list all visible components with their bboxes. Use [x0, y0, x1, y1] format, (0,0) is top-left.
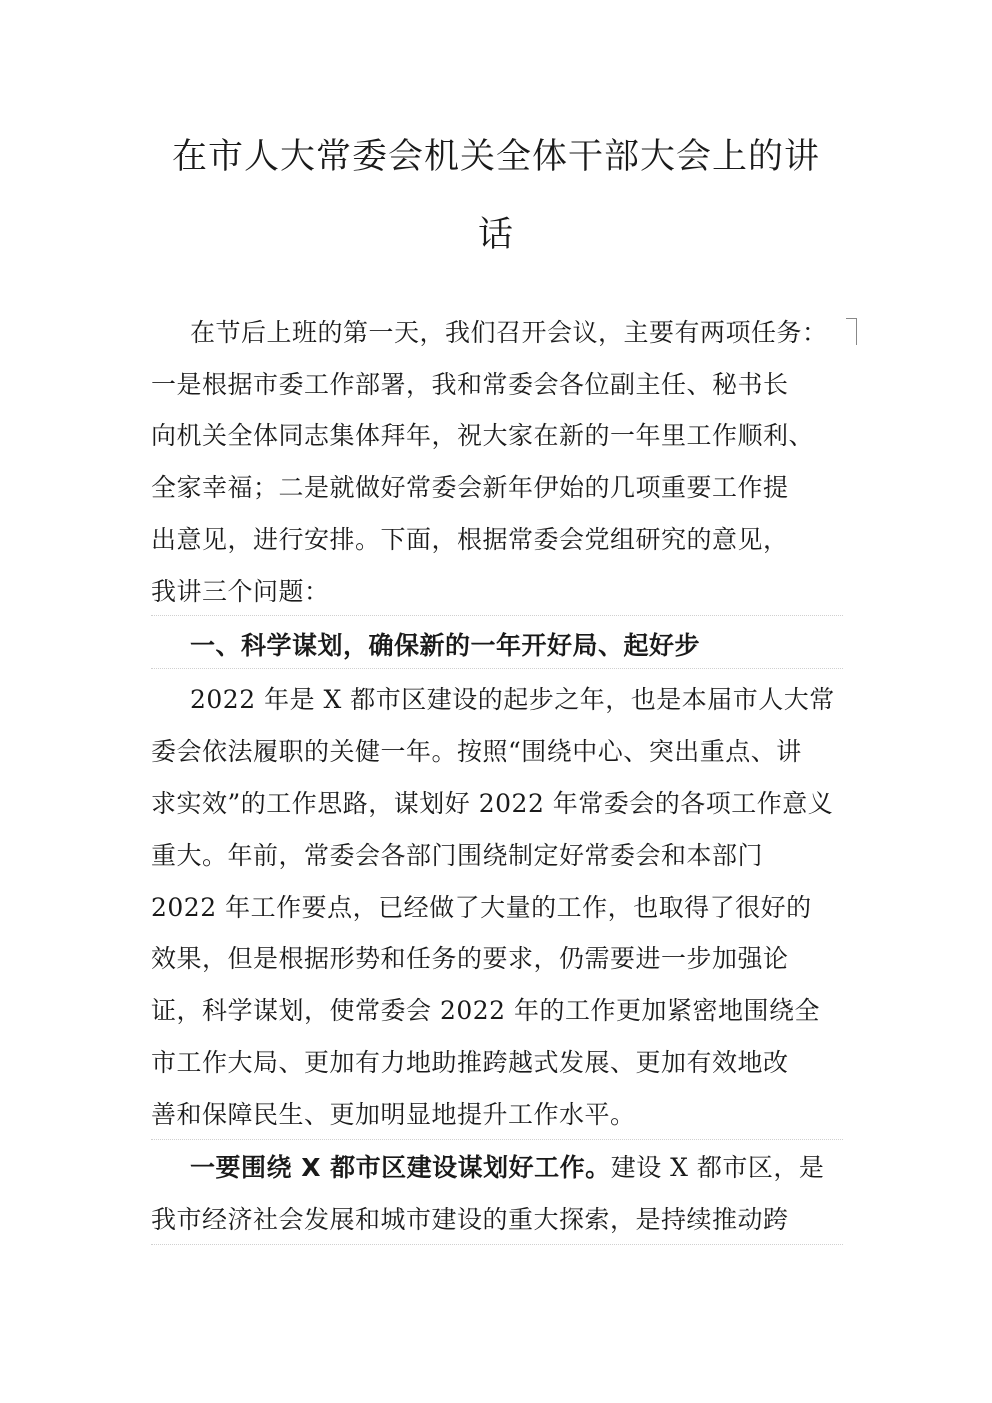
bold-lead-in: 一要围绕 X 都市区建设谋划好工作。 [190, 1153, 611, 1182]
paragraph-line: 向机关全体同志集体拜年，祝大家在新的一年里工作顺利、 [151, 421, 815, 450]
paragraph-text: 建设 X 都市区，是 [610, 1153, 825, 1182]
paragraph-line: 证，科学谋划，使常委会 2022 年的工作更加紧密地围绕全 [151, 996, 821, 1025]
document-title-line-2: 话 [477, 215, 514, 255]
line-separator [151, 1139, 843, 1140]
paragraph-line: 2022 年工作要点，已经做了大量的工作，也取得了很好的 [151, 893, 812, 922]
paragraph-line: 一是根据市委工作部署，我和常委会各位副主任、秘书长 [151, 370, 789, 399]
paragraph-line: 2022 年是 X 都市区建设的起步之年，也是本届市人大常 [190, 685, 835, 714]
document-title-line-1: 在市人大常委会机关全体干部大会上的讲 [171, 137, 820, 177]
paragraph-line: 重大。年前，常委会各部门围绕制定好常委会和本部门 [151, 841, 764, 870]
paragraph-line: 我讲三个问题： [151, 577, 330, 606]
line-separator [151, 668, 843, 669]
paragraph-line [190, 1155, 824, 1180]
paragraph-line: 出意见，进行安排。下面，根据常委会党组研究的意见， [151, 525, 789, 554]
paragraph-line: 全家幸福；二是就做好常委会新年伊始的几项重要工作提 [151, 473, 789, 502]
line-separator [151, 1244, 843, 1245]
paragraph-line: 求实效”的工作思路，谋划好 2022 年常委会的各项工作意义 [151, 789, 834, 818]
paragraph-line: 效果，但是根据形势和任务的要求，仍需要进一步加强论 [151, 944, 789, 973]
paragraph-line: 市工作大局、更加有力地助推跨越式发展、更加有效地改 [151, 1048, 789, 1077]
section-heading: 一、科学谋划，确保新的一年开好局、起好步 [190, 631, 701, 660]
paragraph-mark [846, 318, 857, 345]
paragraph-line: 委会依法履职的关健一年。按照“围绕中心、突出重点、讲 [151, 737, 802, 766]
paragraph-line: 在节后上班的第一天，我们召开会议，主要有两项任务： [190, 318, 828, 347]
paragraph-line: 我市经济社会发展和城市建设的重大探索，是持续推动跨 [151, 1205, 789, 1234]
paragraph-line: 善和保障民生、更加明显地提升工作水平。 [151, 1100, 636, 1129]
line-separator [151, 615, 843, 616]
